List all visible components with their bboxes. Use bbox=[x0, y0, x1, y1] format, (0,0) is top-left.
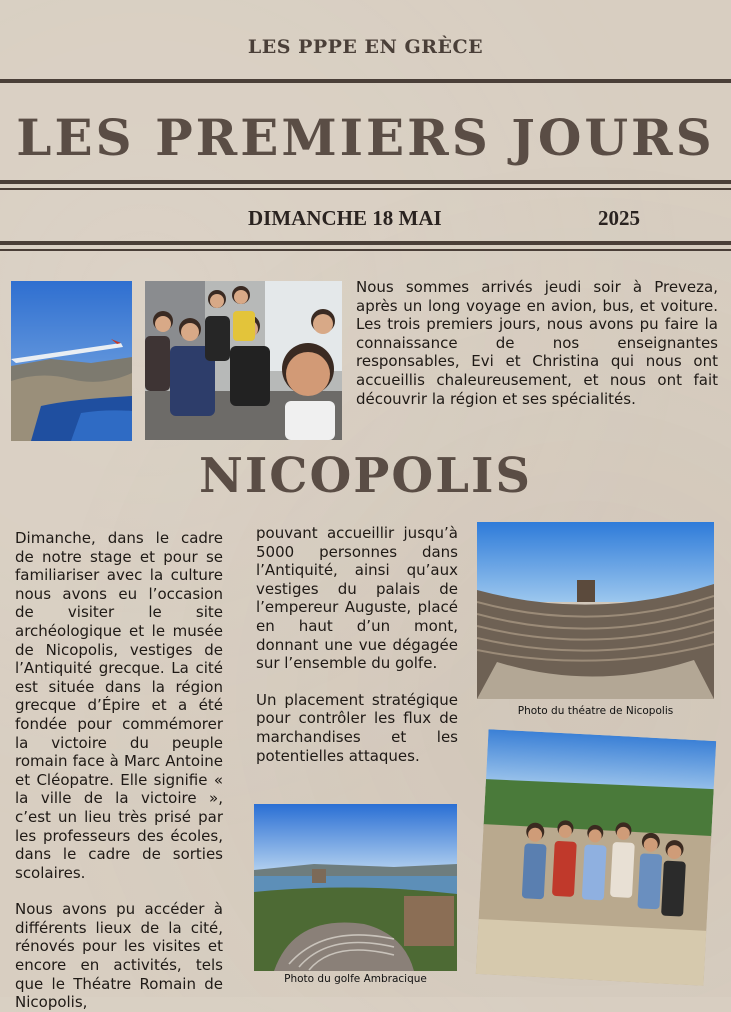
column-1-paragraph-1: Dimanche, dans le cadre de notre stage et pour se familiariser avec la culture nous avons eu l’occasion de visiter le site archéologique et le musée de Nicopolis, vestiges de l’Antiquité grecque. La cité est située dans la région grecque d’Épire et a été fondée pour commémorer la victoire du peuple romain face à Marc Antoine et Cléopatre. Elle signifie « la ville de la victoire », c’est un lieu très prisé par les professeurs des écoles, dans le cadre de sorties scolaires. bbox=[15, 529, 223, 882]
page-title: LES PREMIERS JOURS bbox=[16, 108, 715, 167]
group-selfie-photo bbox=[145, 281, 342, 440]
rule-top bbox=[0, 79, 731, 83]
rule-double-2 bbox=[0, 188, 731, 190]
gulf-caption: Photo du golfe Ambracique bbox=[284, 973, 427, 985]
column-1 bbox=[15, 529, 223, 1012]
column-1-paragraph-2: Nous avons pu accéder à différents lieux de la cité, rénovés pour les visites et encore en activités, tels que le Théatre Romain de Nicopolis, bbox=[15, 900, 223, 1012]
theatre-photo bbox=[477, 522, 714, 699]
rule-double-4 bbox=[0, 249, 731, 251]
column-2-paragraph-2: Un placement stratégique pour contrôler les flux de marchandises et les potentielles attaques. bbox=[256, 690, 458, 765]
rule-double-1 bbox=[0, 180, 731, 184]
column-2 bbox=[256, 524, 458, 765]
intro-paragraph: Nous sommes arrivés jeudi soir à Preveza, après un long voyage en avion, bus, et voiture. Les trois premiers jours, nous avons pu faire la connaissance de nos enseignantes responsables, Evi et Christina qui nous ont accueillis chaleureusement, et nous ont fait découvrir la région et ses spécialités. bbox=[356, 278, 718, 408]
theatre-caption: Photo du théatre de Nicopolis bbox=[517, 705, 674, 717]
airplane-photo bbox=[11, 281, 132, 441]
gulf-photo bbox=[254, 804, 457, 971]
date: DIMANCHE 18 MAI bbox=[248, 206, 442, 230]
column-2-paragraph-1: pouvant accueillir jusqu’à 5000 personnes dans l’Antiquité, ainsi qu’aux vestiges du palais de l’empereur Auguste, placé en haut d’un mont, donnant une vue dégagée sur l’ensemble du golfe. bbox=[256, 524, 458, 673]
kicker: LES PPPE EN GRÈCE bbox=[247, 36, 484, 58]
section-title: NICOPOLIS bbox=[198, 448, 533, 504]
rule-double-3 bbox=[0, 241, 731, 245]
intro-text bbox=[356, 278, 718, 408]
group-photo-ruins bbox=[476, 729, 717, 986]
year: 2025 bbox=[598, 206, 640, 230]
